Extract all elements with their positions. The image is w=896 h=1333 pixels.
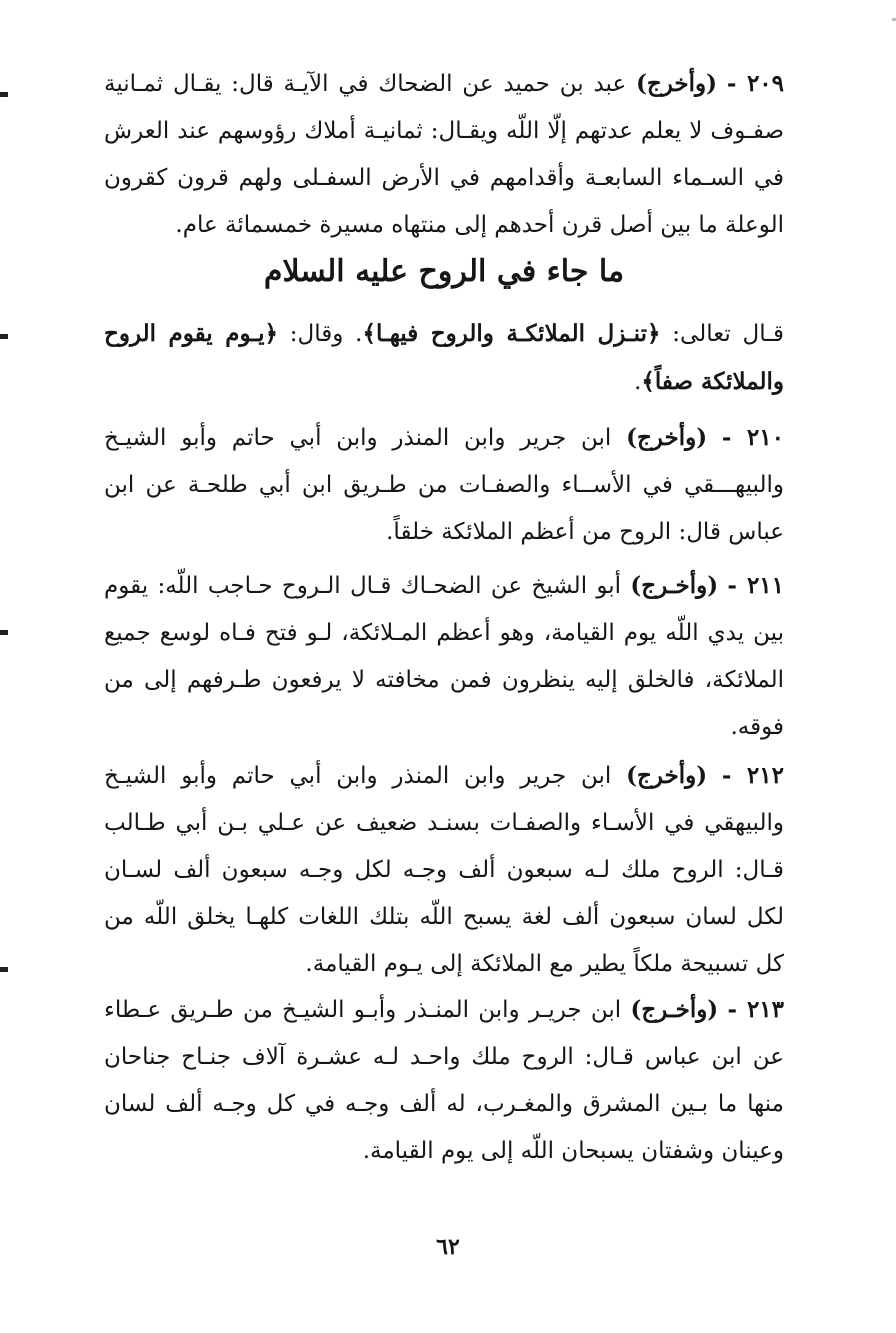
intro-prefix: قـال تعالى: [660,321,784,347]
hadith-text: عبد بن حميد عن الضحاك في الآيـة قال: يقـال ثمـانية صفـوف لا يعلم عدتهم إلّا اللّه ويقـال: ثمانيـة أملاك رؤوسهم عند العرش في السـماء السابعـة وأقدامهم في الأرض السفـلى ولهم قرون كقرون الوعلة ما بين أصل قرن أحدهم إلى منتهاه مسيرة خمسمائة عام. [104,71,784,238]
hadith-number: ٢١١ - [727,572,784,599]
paragraph-209 [104,60,784,249]
paragraph-212 [104,752,784,988]
hadith-text: ابن جريـر وابن المنـذر وأبـو الشيـخ من طـريق عـطاء عن ابن عباس قـال: الروح ملك واحـد لـه عشـرة آلاف جنـاح جناحان منها ما بـين المشرق والمغـرب، له ألف وجـه في كل وجـه ألف لسان وعينان وشفتان يسبحان اللّه إلى يوم القيامة. [104,997,784,1164]
hadith-keyword: (وأخـرج) [630,996,719,1023]
paragraph-213 [104,986,784,1175]
hadith-number: ٢١٣ - [727,996,784,1023]
scan-edge-mark [0,967,8,972]
paragraph-210 [104,414,784,556]
scan-edge-mark [0,630,8,635]
page-number: ٦٢ [436,1234,460,1260]
section-title: ما جاء في الروح عليه السلام [263,254,625,289]
hadith-keyword: (وأخـرج) [630,572,719,599]
quran-verse: ﴿تنـزل الملائكـة والروح فيهـا﴾ [362,320,661,347]
hadith-number: ٢٠٩ - [726,70,785,97]
intro-middle: . وقال: [277,321,363,347]
scan-edge-mark [0,334,8,339]
hadith-text: أبو الشيخ عن الضحـاك قـال الـروح حـاجب اللّه: يقوم بين يدي اللّه يوم القيامة، وهو أعظم المـلائكة، لـو فتح فـاه لوسع جميع الملائكة، فالخلق إليه ينظرون فمن مخافته لا يرفعون طـرفهم إلى من فوقه. [104,573,784,740]
hadith-text: ابن جرير وابن المنذر وابن أبي حاتم وأبو الشيـخ والبيهـــقي في الأســاء والصفـات من طـريق ابن أبي طلحـة عن ابن عباس قال: الروح من أعظم الملائكة خلقاً. [104,425,784,545]
paragraph-211 [104,562,784,751]
intro-suffix: . [634,369,642,395]
hadith-keyword: (وأخرج) [636,70,718,97]
hadith-number: ٢١٠ - [721,424,784,451]
section-intro [104,310,784,406]
scan-edge-mark [0,92,8,97]
hadith-keyword: (وأخرج) [626,762,708,789]
hadith-text: ابن جرير وابن المنذر وابن أبي حاتم وأبو الشيـخ والبيهقي في الأسـاء والصفـات بسنـد ضعيف عن عـلي بـن أبي طـالب قـال: الروح ملك لـه سبعون ألف وجـه لكل وجـه سبعون ألف لسـان لكل لسان سبعون ألف لغة يسبح اللّه بتلك اللغات كلهـا يخلق اللّه من كل تسبيحة ملكاً يطير مع الملائكة إلى يـوم القيامة. [104,763,784,977]
hadith-keyword: (وأخرج) [626,424,708,451]
hadith-number: ٢١٢ - [721,762,784,789]
quran-verse: ﴿يـوم يقوم الروح والملائكة صفاً﴾ [104,320,784,395]
scan-edge-mark [892,18,896,21]
